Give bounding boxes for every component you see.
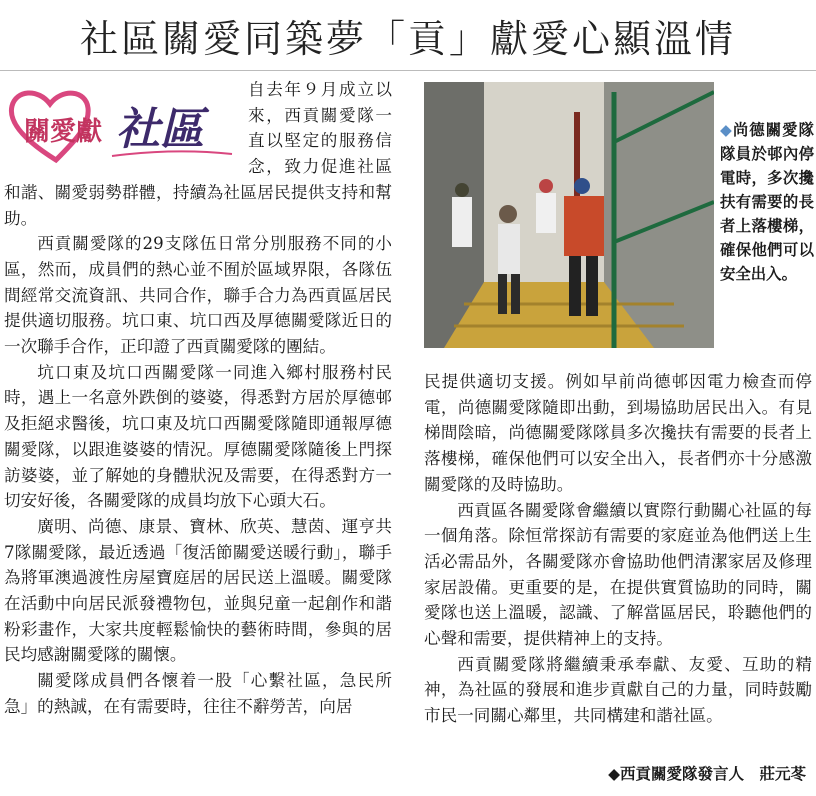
headline: 社區關愛同築夢「貢」獻愛心顯溫情 [79,17,736,61]
paragraph: 坑口東及坑口西關愛隊一同進入鄉村服務村民時，遇上一名意外跌倒的婆婆，得悉對方居於厚德邨及拒絕求醫後，坑口東及坑口西關愛隊隨即通報厚德關愛隊，以跟進婆婆的情況。厚德關愛隊隨後上門探訪婆婆，並了解她的身體狀況及需要，在得悉對方一切安好後，各關愛隊的成員均放下心頭大石。 [4,362,392,511]
logo-text-right: 社區 [116,104,204,155]
paragraph: 西貢關愛隊將繼續秉承奉獻、友愛、互助的精神，為社區的發展和進步貢獻自己的力量，同時鼓勵市民一同關心鄰里，共同構建和諧社區。 [424,654,812,726]
author-signature: ◆西貢關愛隊發言人 莊元苳 [608,765,806,783]
paragraph: 廣明、尚德、康景、寶林、欣英、慧茵、運亨共7隊關愛隊，最近透過「復活節關愛送暖行動」，聯手為將軍澳過渡性房屋寶庭居的居民送上溫暖。關愛隊在活動中向居民派發禮物包，並與兒童一起創作和諧粉彩畫作，大家共度輕鬆愉快的藝術時間，參與的居民均感謝關愛隊的關懷。 [4,516,392,665]
stairwell-photo [424,82,714,348]
paragraph: 西貢區各關愛隊會繼續以實際行動關心社區的每一個角落。除恒常探訪有需要的家庭並為他們送上生活必需品外，各關愛隊亦會協助他們清潔家居及修理家居設備。更重要的是，在提供實質協助的同時，關愛隊也送上溫暖，認識、了解當區居民，聆聽他們的心聲和需要，提供精神上的支持。 [424,500,812,649]
headline-rule [0,70,816,71]
paragraph: 西貢關愛隊的29支隊伍日常分別服務不同的小區，然而，成員們的熱心並不囿於區域界限，各隊伍間經常交流資訊、共同合作，聯手合力為西貢區居民提供適切服務。坑口東、坑口西及厚德關愛隊近日的一次聯手合作，正印證了西貢關愛隊的團結。 [4,234,392,357]
left-column [4,77,392,720]
diamond-icon: ◆ [720,121,733,139]
paragraph: 民提供適切支援。例如早前尚德邨因電力檢查而停電，尚德關愛隊隨即出動，到場協助居民出入。有見梯間陰暗，尚德關愛隊隊員多次攙扶有需要的長者上落樓梯，確保他們可以安全出入，長者們亦十分感激關愛隊的及時協助。 [424,372,812,494]
right-column [424,369,812,729]
photo-caption [720,118,814,286]
logo-spacer [4,77,248,177]
paragraph: 自去年９月成立以來，西貢關愛隊一直以堅定的服務信念，致力促進社區和諧、關愛弱勢群體，持續為社區居民提供支持和幫助。 [4,80,392,228]
photo-caption-text: 尚德關愛隊隊員於邨內停電時，多次攙扶有需要的長者上落樓梯，確保他們可以安全出入。 [720,121,814,283]
photo-illustration [424,82,714,348]
paragraph: 關愛隊成員們各懷着一股「心繫社區，急民所急」的熱誠，在有需要時，往往不辭勞苦，向居 [4,671,392,716]
logo-text-left: 關愛獻 [24,117,103,147]
